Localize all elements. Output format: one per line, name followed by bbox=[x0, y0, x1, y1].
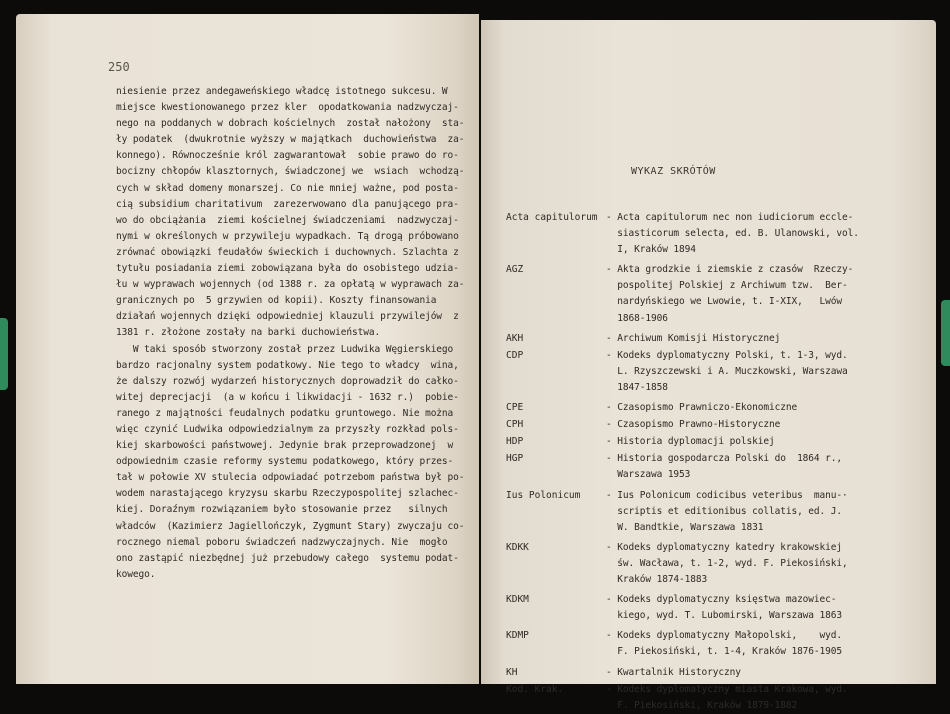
definition-line: - Czasopismo Prawniczo-Ekonomiczne bbox=[606, 402, 798, 414]
text-line: kowego. bbox=[116, 568, 156, 580]
definition-line: - Kodeks dyplomatyczny Polski, t. 1-3, wyd. bbox=[606, 349, 848, 361]
abbreviation-definition bbox=[606, 434, 916, 450]
text-line: witej deprecjacji (a w końcu i likwidacji - 1632 r.) pobie- bbox=[116, 391, 459, 403]
abbreviation-definition bbox=[606, 210, 916, 258]
right-page bbox=[481, 20, 936, 711]
definition-line: - Kwartalnik Historyczny bbox=[606, 666, 741, 678]
text-line: bardzo racjonalny system podatkowy. Nie tego to władcy wina, bbox=[116, 359, 459, 371]
abbreviation-definition bbox=[606, 682, 916, 714]
abbreviation-definition bbox=[606, 628, 916, 660]
abbreviation-key: CPE bbox=[506, 402, 524, 414]
text-line: łu w wyprawach wojennych (od 1388 r. za opłatą w wyprawach za- bbox=[116, 279, 465, 291]
text-line: cią subsidium charitativum zarezerwowano dla panującego pra- bbox=[116, 198, 459, 210]
abbreviation-key: AKH bbox=[506, 332, 524, 344]
text-line: 1381 r. złożone zostały na barki duchowieństwa. bbox=[116, 327, 381, 339]
text-line: zrównać obowiązki feudałów świeckich i duchownych. Szlachta z bbox=[116, 246, 459, 258]
definition-line: L. Rzyszczewski i A. Muczkowski, Warszawa bbox=[606, 365, 848, 377]
page-number: 250 bbox=[108, 60, 130, 74]
definition-line: kiego, wyd. T. Lubomirski, Warszawa 1863 bbox=[606, 610, 843, 622]
text-line: nego na poddanych w dobrach kościelnych został nałożony sta- bbox=[116, 118, 465, 130]
definition-line: I, Kraków 1894 bbox=[606, 244, 696, 256]
text-line: kiej. Doraźnym rozwiązaniem było stosowanie przez silnych bbox=[116, 504, 448, 516]
definition-line: F. Piekosiński, Kraków 1879-1882 bbox=[606, 699, 798, 711]
text-line: ranego z majątności feudalnych podatku gruntowego. Nie można bbox=[116, 407, 454, 419]
definition-line: - Kodeks dyplomatyczny Małopolski, wyd. bbox=[606, 630, 843, 642]
definition-line: - Historia gospodarcza Polski do 1864 r., bbox=[606, 453, 843, 465]
text-line: miejsce kwestionowanego przez kler opodatkowania nadzwyczaj- bbox=[116, 102, 459, 114]
definition-line: scriptis et editionibus collatis, ed. J. bbox=[606, 505, 843, 517]
text-line: wo do obciążania ziemi kościelnej świadczeniami nadzwyczaj- bbox=[116, 214, 459, 226]
definition-line: - Czasopismo Prawno-Historyczne bbox=[606, 419, 781, 431]
definition-line: F. Piekosiński, t. 1-4, Kraków 1876-1905 bbox=[606, 646, 843, 658]
definition-line: - Historia dyplomacji polskiej bbox=[606, 436, 775, 448]
text-line: kiej skarbowości państwowej. Jedynie brak przeprowadzonej w bbox=[116, 440, 454, 452]
abbreviation-key: CDP bbox=[506, 349, 524, 361]
abbreviation-key: KH bbox=[506, 666, 518, 678]
abbreviation-definition bbox=[606, 488, 916, 536]
definition-line: - Kodeks dyplomatyczny księstwa mazowiec- bbox=[606, 594, 837, 606]
abbreviation-definition bbox=[606, 348, 916, 396]
definition-line: - Kodeks dyplomatyczny miasta Krakowa, wyd. bbox=[606, 683, 848, 695]
definition-line: - Acta capitulorum nec non iudiciorum eccle- bbox=[606, 212, 854, 223]
text-line: bocizny chłopów klasztornych, świadczonej we wsiach wchodzą- bbox=[116, 166, 465, 178]
definition-line: św. Wacława, t. 1-2, wyd. F. Piekosiński, bbox=[606, 557, 848, 569]
text-line: więc czynić Ludwika odpowiedzialnym za przyszły rozkład pols- bbox=[116, 423, 459, 435]
abbreviation-definition bbox=[606, 592, 916, 624]
abbreviations-list bbox=[481, 20, 936, 711]
definition-line: - Akta grodzkie i ziemskie z czasów Rzeczy- bbox=[606, 264, 854, 276]
abbreviation-definition bbox=[606, 400, 916, 416]
definition-line: nardyńskiego we Lwowie, t. I-XIX, Lwów bbox=[606, 296, 843, 308]
left-page-body bbox=[116, 84, 481, 583]
definition-line: pospolitej Polskiej z Archiwum tzw. Ber- bbox=[606, 280, 848, 292]
definition-line: - Kodeks dyplomatyczny katedry krakowskiej bbox=[606, 541, 843, 553]
abbreviation-key: CPH bbox=[506, 419, 524, 431]
text-line: że dalszy rozwój wydarzeń historycznych doprowadził do całko- bbox=[116, 375, 459, 387]
text-line: rocznego niemal poboru świadczeń nadzwyczajnych. Nie mogło bbox=[116, 536, 448, 548]
text-line: ono zastąpić niezbędnej już przebudowy całego systemu podat- bbox=[116, 552, 459, 564]
left-page bbox=[16, 14, 479, 684]
text-line: niesienie przez andegaweńskiego władcę istotnego sukcesu. W bbox=[116, 86, 448, 97]
definition-line: 1868-1906 bbox=[606, 312, 668, 324]
definition-line: - Archiwum Komisji Historycznej bbox=[606, 332, 781, 344]
abbreviation-key: Acta capitulorum bbox=[506, 212, 598, 223]
text-line: wodem narastającego kryzysu skarbu Rzeczypospolitej szlachec- bbox=[116, 488, 459, 500]
abbreviation-key: KDKM bbox=[506, 594, 529, 606]
abbreviation-definition bbox=[606, 540, 916, 588]
abbreviation-key: HDP bbox=[506, 436, 524, 448]
text-line: granicznych po 5 grzywien od kopii). Koszty finansowania bbox=[116, 295, 437, 307]
scanner-edge-tab-right bbox=[941, 300, 950, 366]
abbreviation-definition bbox=[606, 417, 916, 433]
abbreviation-key: KDMP bbox=[506, 630, 529, 642]
abbreviation-key: KDKK bbox=[506, 541, 529, 553]
definition-line: siasticorum selecta, ed. B. Ulanowski, vol. bbox=[606, 228, 859, 240]
definition-line: 1847-1858 bbox=[606, 381, 668, 393]
definition-line: Warszawa 1953 bbox=[606, 469, 691, 481]
text-line: cych w skład domeny monarszej. Co nie mniej ważne, pod posta- bbox=[116, 182, 459, 194]
definition-line: W. Bandtkie, Warszawa 1831 bbox=[606, 521, 764, 533]
abbreviation-key: AGZ bbox=[506, 264, 524, 276]
text-line: działań wojennych dzięki odpowiedniej klauzuli przywilejów z bbox=[116, 311, 459, 323]
abbreviation-definition bbox=[606, 451, 916, 483]
definition-line: Kraków 1874-1883 bbox=[606, 574, 708, 586]
text-line: władców (Kazimierz Jagiellończyk, Zygmunt Stary) zwyczaju co- bbox=[116, 520, 465, 532]
text-line: W taki sposób stworzony został przez Ludwika Węgierskiego bbox=[116, 343, 454, 355]
abbreviation-definition bbox=[606, 665, 916, 681]
abbreviation-key: HGP bbox=[506, 453, 524, 465]
abbreviation-definition bbox=[606, 331, 916, 347]
abbreviation-key: Ius Polonicum bbox=[506, 489, 581, 501]
scanner-edge-tab-left bbox=[0, 318, 8, 390]
text-line: nymi w określonych w przywileju wypadkach. Tą drogą próbowano bbox=[116, 230, 459, 242]
definition-line: - Ius Polonicum codicibus veteribus manu-· bbox=[606, 489, 848, 501]
text-line: konnego). Równocześnie król zagwarantował sobie prawo do ro- bbox=[116, 150, 459, 162]
abbreviations-title: WYKAZ SKRÓTÓW bbox=[631, 166, 716, 177]
text-line: ły podatek (dwukrotnie wyższy w majątkach duchowieństwa za- bbox=[116, 134, 465, 146]
text-line: tytułu posiadania ziemi zobowiązana była do osobistego udzia- bbox=[116, 263, 459, 275]
abbreviation-key: Kod. Krak. bbox=[506, 683, 564, 695]
text-line: odpowiednim czasie reformy systemu podatkowego, który przes- bbox=[116, 456, 454, 468]
abbreviation-definition bbox=[606, 262, 916, 326]
text-line: tał w połowie XV stulecia odpowiadać potrzebom państwa był po- bbox=[116, 472, 465, 484]
